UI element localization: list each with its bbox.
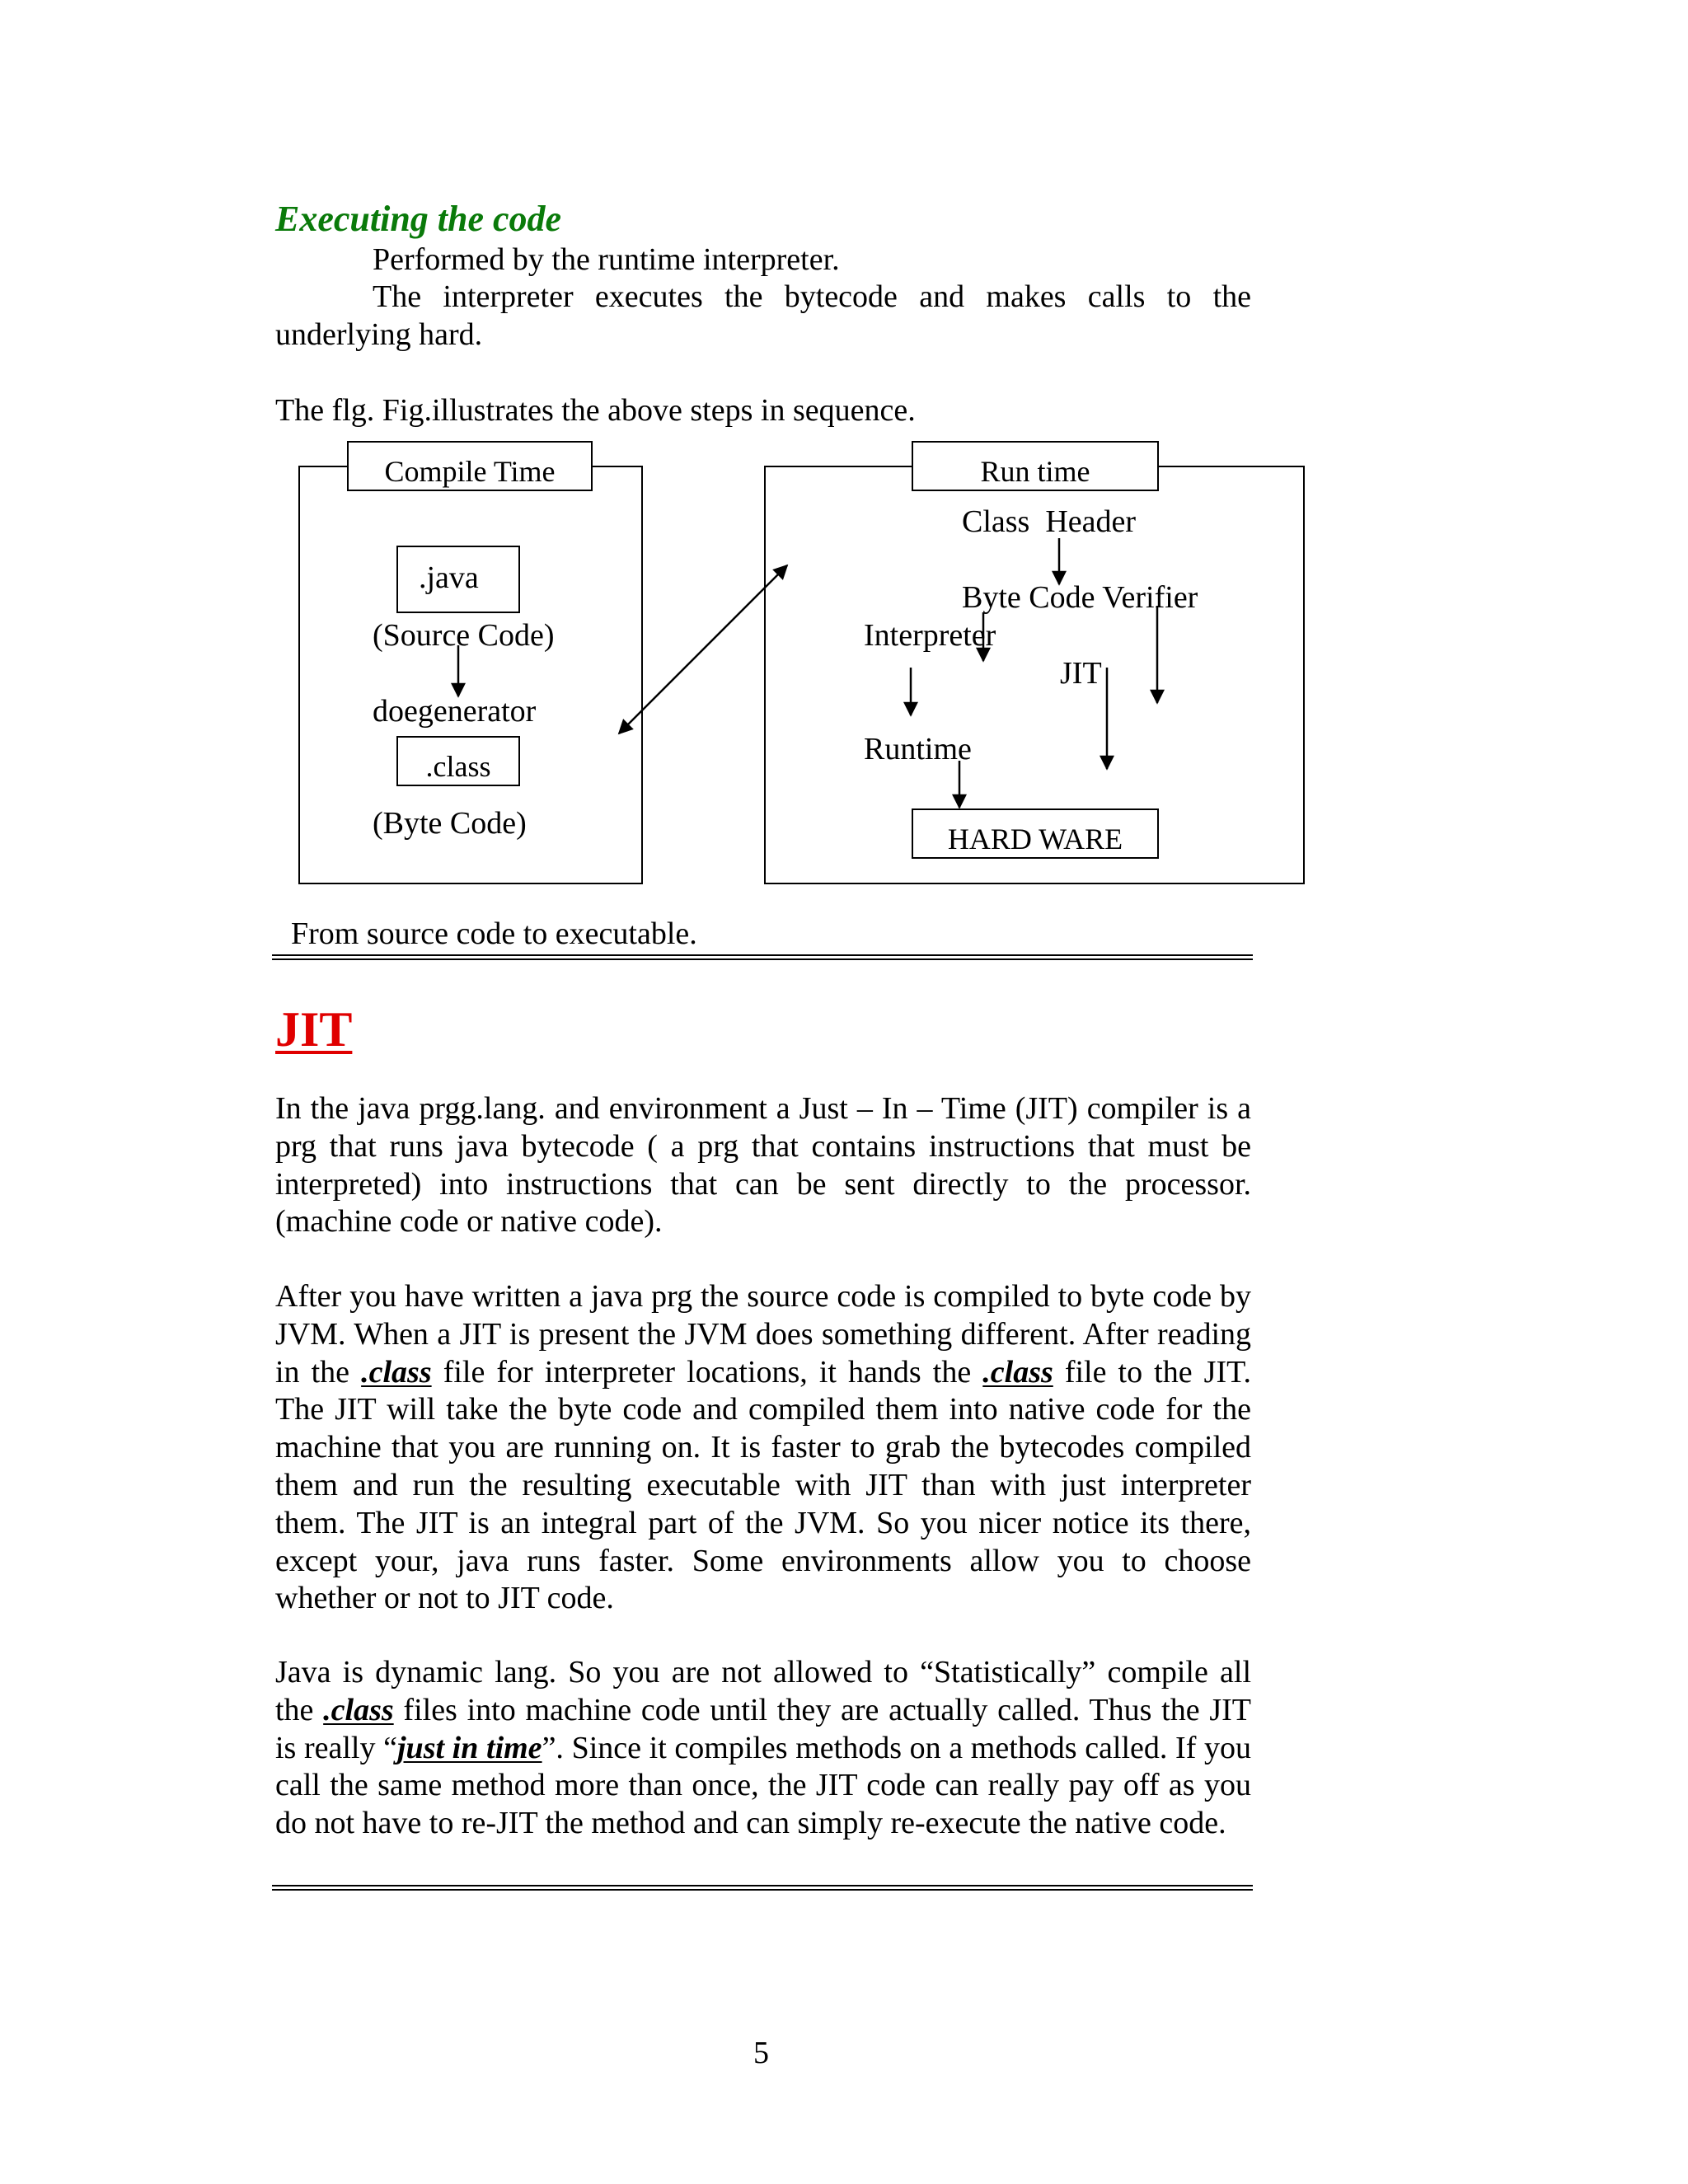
executing-line-2: The interpreter executes the bytecode and makes calls to the underlying hard. — [275, 279, 1251, 352]
class-file-label: .class — [425, 752, 491, 783]
jit-paragraph-2-part-1: After you have written a java prg the source code is compiled to byte code by JVM. When a JIT is present the JVM does something different. After reading in the — [275, 1279, 1251, 1390]
jit-paragraph-1: In the java prgg.lang. and environment a Just – In – Time (JIT) compiler is a prg that runs java bytecode ( a prg that contains instructions that must be interpreted) into instructions that can be sent directly to the processor. (machine code or native code). — [275, 1091, 1251, 1240]
page-number: 5 — [753, 2036, 769, 2070]
jit-paragraph-2-part-3: file to the JIT. The JIT will take the byte code and compiled them into native code for the machine that you are running on. It is faster to grab the bytecodes compiled them and run the resulting executable with JIT than with just interpreter them. The JIT is an integral part of the JVM. So you nicer notice its there, except your, java runs faster. Some environments allow you to choose whether or not to JIT code. — [275, 1354, 1251, 1616]
hardware-label: HARD WARE — [947, 824, 1123, 855]
interpreter-label: Interpreter — [864, 618, 996, 653]
jit-paragraph-3 — [275, 1654, 1251, 1843]
byte-code-verifier-label: Byte Code Verifier — [962, 580, 1198, 615]
jit-label: JIT — [1060, 656, 1102, 691]
class-term-3: .class — [323, 1692, 394, 1727]
run-time-title: Run time — [980, 457, 1090, 488]
jit-paragraph-3-part-1: Java is dynamic lang. So you are not allowed to “Statistically” compile all the — [275, 1655, 1251, 1727]
java-file-label: .java — [419, 560, 479, 595]
class-term-2: .class — [982, 1354, 1053, 1390]
class-term-1: .class — [361, 1354, 432, 1390]
caption-double-rule — [272, 954, 1253, 960]
code-generator-label: doegenerator — [373, 694, 537, 729]
byte-code-label: (Byte Code) — [373, 806, 527, 841]
figure-caption: From source code to executable. — [291, 916, 697, 951]
jit-paragraph-3-part-3: ”. Since it compiles methods on a methods called. If you call the same method more than once, the JIT code can really pay off as you do not have to re-JIT the method and can simply re-execute the native code. — [275, 1730, 1251, 1841]
jit-paragraph-3-part-2: files into machine code until they are actually called. Thus the JIT is really “ — [275, 1692, 1251, 1765]
executing-line-1: Performed by the runtime interpreter. — [373, 242, 840, 277]
class-header-label: Class Header — [962, 504, 1137, 539]
figure-reference: The flg. Fig.illustrates the above steps in sequence. — [275, 393, 916, 428]
section-heading-executing: Executing the code — [275, 199, 562, 239]
source-code-label: (Source Code) — [373, 618, 555, 653]
jit-paragraph-2 — [275, 1278, 1251, 1618]
just-in-time-term: just in time — [397, 1730, 542, 1765]
arrow-compile-to-runtime — [619, 565, 787, 733]
compile-time-title: Compile Time — [384, 457, 556, 488]
section-end-double-rule — [272, 1885, 1253, 1891]
section-heading-jit: JIT — [275, 1002, 353, 1057]
jit-paragraph-2-part-2: file for interpreter locations, it hands the — [431, 1354, 983, 1390]
runtime-label: Runtime — [864, 732, 972, 766]
